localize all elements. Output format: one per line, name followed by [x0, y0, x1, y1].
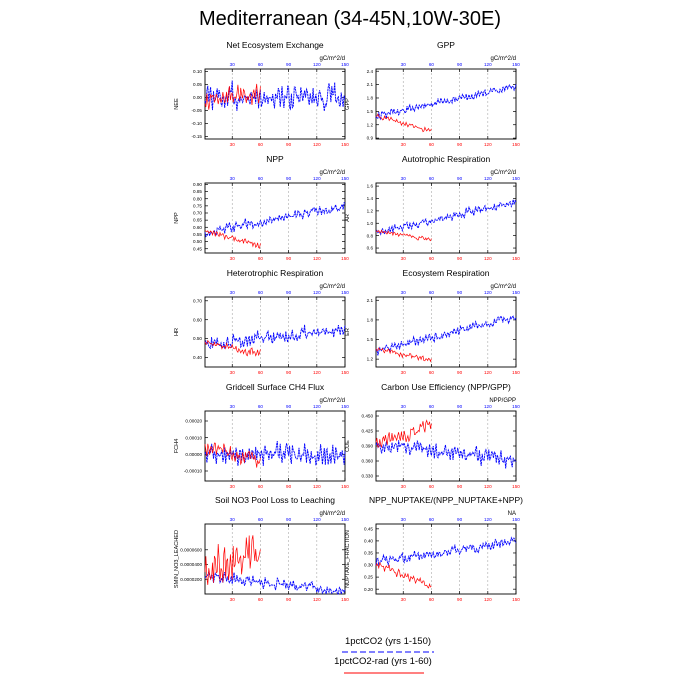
- panel-8-xtick-label-bottom: 120: [483, 484, 492, 489]
- panel-2-xtick-label-bottom: 60: [428, 142, 434, 147]
- panel-4-title: Autotrophic Respiration: [401, 154, 491, 164]
- panel-7-xtick-label-bottom: 60: [257, 484, 263, 489]
- panel-10-series-1pctco2-rad: [376, 563, 431, 589]
- panel-2-xtick-label-bottom: 120: [483, 142, 492, 147]
- panel-6-xtick-label-bottom: 120: [483, 370, 492, 375]
- panel-6-xtick-label-top: 60: [428, 290, 434, 295]
- panel-8-xtick-label-top: 30: [400, 404, 406, 409]
- panel-5-ytick-label: 0.70: [193, 298, 202, 304]
- panel-4-ylabel: AR: [345, 214, 351, 222]
- panel-8-units: NPP/GPP: [489, 398, 516, 404]
- panel-4-ytick-label: 1.6: [366, 183, 373, 189]
- panel-3-xtick-label-bottom: 30: [229, 256, 235, 261]
- panel-6-ytick-label: 1.5: [366, 337, 373, 343]
- panel-2-xtick-label-top: 120: [483, 62, 492, 67]
- panel-1-xtick-label-top: 150: [341, 62, 349, 67]
- panel-2-ytick-label: 1.5: [366, 108, 373, 114]
- panel-5-xtick-label-top: 120: [312, 290, 321, 295]
- panel-4-xtick-label-top: 120: [483, 176, 492, 181]
- panel-4-xtick-label-bottom: 60: [428, 256, 434, 261]
- panel-9-ytick-label: 0.0000600: [180, 547, 202, 553]
- panel-1-xtick-label-top: 30: [229, 62, 235, 67]
- panel-3-units: gC/m^2/d: [319, 170, 345, 176]
- panel-2-xtick-label-top: 60: [428, 62, 434, 67]
- panel-2-ytick-label: 0.9: [366, 135, 373, 141]
- panel-3-xtick-label-top: 150: [341, 176, 349, 181]
- panel-2-title: GPP: [437, 40, 455, 50]
- panel-10-series-1pctco2: [376, 538, 516, 566]
- panel-10-ytick-label: 0.40: [364, 538, 373, 544]
- panel-3-xtick-label-bottom: 150: [341, 256, 349, 261]
- panel-2-xtick-label-top: 150: [512, 62, 520, 67]
- panel-6-xtick-label-bottom: 90: [457, 370, 463, 375]
- panel-3-ytick-label: 0.70: [193, 210, 202, 216]
- panel-9-xtick-label-top: 60: [257, 517, 263, 522]
- panel-1-xtick-label-top: 90: [286, 62, 292, 67]
- panel-2-xtick-label-top: 90: [457, 62, 463, 67]
- panel-3-series-1pctco2: [205, 203, 345, 237]
- panel-1-ytick-label: 0.05: [193, 82, 202, 88]
- panel-9-ylabel: SMIN_NO3_LEACHED: [174, 529, 180, 589]
- panel-6-xtick-label-top: 150: [512, 290, 520, 295]
- panel-10-title: NPP_NUPTAKE/(NPP_NUPTAKE+NPP): [369, 495, 523, 505]
- panel-3-ytick-label: 0.45: [193, 246, 202, 252]
- panel-3-ytick-label: 0.85: [193, 189, 202, 195]
- panel-6-ytick-label: 1.8: [366, 317, 373, 323]
- panel-5-xtick-label-top: 150: [341, 290, 349, 295]
- panel-1-xtick-label-bottom: 30: [229, 142, 235, 147]
- panel-7-title: Gridcell Surface CH4 Flux: [225, 382, 325, 392]
- panel-8-xtick-label-bottom: 30: [400, 484, 406, 489]
- panel-10-units: NA: [507, 511, 516, 517]
- panel-8-xtick-label-bottom: 90: [457, 484, 463, 489]
- panel-1-xtick-label-bottom: 150: [341, 142, 349, 147]
- panel-3-ytick-label: 0.90: [193, 182, 202, 188]
- panel-1-xtick-label-bottom: 120: [312, 142, 321, 147]
- panel-2-ytick-label: 2.4: [366, 68, 373, 74]
- panel-1-xtick-label-bottom: 60: [257, 142, 263, 147]
- panel-2-ytick-label: 1.2: [366, 122, 373, 128]
- panel-5-xtick-label-top: 30: [229, 290, 235, 295]
- panel-3-title: NPP: [266, 154, 284, 164]
- panel-5-ytick-label: 0.60: [193, 317, 202, 323]
- panel-10-frame: [376, 524, 516, 594]
- panel-3-ytick-label: 0.80: [193, 196, 202, 202]
- panel-5-xtick-label-top: 60: [257, 290, 263, 295]
- panel-7-xtick-label-bottom: 30: [229, 484, 235, 489]
- panel-10-xtick-label-bottom: 90: [457, 597, 463, 602]
- panel-3-xtick-label-top: 90: [286, 176, 292, 181]
- panel-9-xtick-label-top: 150: [341, 517, 349, 522]
- panel-8-ytick-label: 0.390: [361, 443, 373, 449]
- panel-2-xtick-label-bottom: 90: [457, 142, 463, 147]
- panel-1-ytick-label: -0.05: [191, 108, 202, 114]
- panel-10-ylabel: NUPTAKE_FRACTION: [345, 530, 351, 588]
- panel-3-xtick-label-top: 120: [312, 176, 321, 181]
- panel-10-xtick-label-top: 120: [483, 517, 492, 522]
- panel-9-xtick-label-top: 120: [312, 517, 321, 522]
- panel-5-title: Heterotrophic Respiration: [226, 268, 324, 278]
- panel-8-xtick-label-top: 120: [483, 404, 492, 409]
- panel-7-xtick-label-bottom: 120: [312, 484, 321, 489]
- panel-5-xtick-label-bottom: 120: [312, 370, 321, 375]
- panel-1-ylabel: NEE: [174, 98, 180, 110]
- panel-2-frame: [376, 69, 516, 139]
- panel-6-units: gC/m^2/d: [490, 284, 516, 290]
- panel-3-xtick-label-bottom: 60: [257, 256, 263, 261]
- panel-4-xtick-label-bottom: 90: [457, 256, 463, 261]
- panel-10-ytick-label: 0.30: [364, 562, 373, 568]
- panel-5-xtick-label-bottom: 60: [257, 370, 263, 375]
- panel-7-xtick-label-bottom: 90: [286, 484, 292, 489]
- panel-2-xtick-label-bottom: 150: [512, 142, 520, 147]
- panel-7-units: gC/m^2/d: [319, 398, 345, 404]
- panel-6-title: Ecosystem Respiration: [402, 268, 490, 278]
- panel-3-xtick-label-top: 30: [229, 176, 235, 181]
- panel-7-frame: [205, 411, 345, 481]
- panel-2-series-1pctco2: [376, 84, 516, 119]
- panel-6-xtick-label-bottom: 30: [400, 370, 406, 375]
- panel-4-units: gC/m^2/d: [490, 170, 516, 176]
- panel-7-xtick-label-top: 90: [286, 404, 292, 409]
- panel-10-xtick-label-bottom: 150: [512, 597, 520, 602]
- panel-4-xtick-label-bottom: 150: [512, 256, 520, 261]
- panel-6-ytick-label: 1.2: [366, 356, 373, 362]
- panel-5-xtick-label-top: 90: [286, 290, 292, 295]
- panel-5-ytick-label: 0.50: [193, 336, 202, 342]
- panel-4-ytick-label: 1.4: [366, 196, 373, 202]
- panel-8-ytick-label: 0.425: [361, 428, 373, 434]
- panel-5-ylabel: HR: [174, 327, 180, 337]
- panel-1-series-1pctco2-rad: [205, 84, 260, 110]
- panel-9-xtick-label-bottom: 30: [229, 597, 235, 602]
- panel-7-ytick-label: -0.00010: [183, 468, 202, 474]
- panel-9-xtick-label-bottom: 60: [257, 597, 263, 602]
- panel-7-ytick-label: 0.00000: [185, 451, 202, 457]
- panel-4-xtick-label-top: 60: [428, 176, 434, 181]
- panel-8-ytick-label: 0.360: [361, 458, 373, 464]
- panel-7-xtick-label-top: 120: [312, 404, 321, 409]
- panel-8-xtick-label-bottom: 60: [428, 484, 434, 489]
- panel-1-ytick-label: -0.10: [191, 121, 202, 127]
- panel-10-ytick-label: 0.45: [364, 526, 373, 532]
- panel-7-ytick-label: 0.00010: [185, 435, 202, 441]
- panel-6-xtick-label-top: 120: [483, 290, 492, 295]
- panel-7-xtick-label-top: 30: [229, 404, 235, 409]
- panel-6-xtick-label-top: 30: [400, 290, 406, 295]
- panel-5-xtick-label-bottom: 150: [341, 370, 349, 375]
- panel-6-ylabel: ER: [345, 328, 351, 336]
- panel-3-xtick-label-top: 60: [257, 176, 263, 181]
- panel-9-units: gN/m^2/d: [319, 511, 345, 517]
- panel-2-units: gC/m^2/d: [490, 56, 516, 62]
- panel-4-xtick-label-top: 30: [400, 176, 406, 181]
- panel-2-ytick-label: 1.8: [366, 95, 373, 101]
- panel-1-title: Net Ecosystem Exchange: [226, 40, 324, 50]
- panel-4-ytick-label: 1.0: [366, 220, 373, 226]
- panel-8-xtick-label-bottom: 150: [512, 484, 520, 489]
- panel-1-xtick-label-top: 60: [257, 62, 263, 67]
- panel-4-xtick-label-top: 90: [457, 176, 463, 181]
- panel-1-ytick-label: -0.15: [191, 134, 202, 140]
- panel-9-title: Soil NO3 Pool Loss to Leaching: [214, 495, 336, 505]
- panel-5-units: gC/m^2/d: [319, 284, 345, 290]
- panel-10-xtick-label-bottom: 60: [428, 597, 434, 602]
- panel-9-ytick-label: 0.0000200: [180, 576, 202, 582]
- panel-8-series-1pctco2-rad: [376, 420, 431, 447]
- panel-5-xtick-label-bottom: 90: [286, 370, 292, 375]
- panel-10-xtick-label-top: 30: [400, 517, 406, 522]
- figure-title: Mediterranean (34-45N,10W-30E): [198, 8, 501, 30]
- panel-10-ytick-label: 0.25: [364, 574, 373, 580]
- panel-9-xtick-label-bottom: 150: [341, 597, 349, 602]
- panel-9-series-1pctco2-rad: [205, 535, 260, 585]
- panel-6-xtick-label-top: 90: [457, 290, 463, 295]
- panel-8-series-1pctco2: [376, 440, 516, 468]
- panel-8-xtick-label-top: 90: [457, 404, 463, 409]
- panel-2-series-1pctco2-rad: [376, 114, 431, 132]
- panel-10-xtick-label-bottom: 30: [400, 597, 406, 602]
- panel-3-ytick-label: 0.65: [193, 217, 202, 223]
- panel-3-ytick-label: 0.50: [193, 239, 202, 245]
- panel-4-series-1pctco2: [376, 200, 516, 235]
- panel-5-ytick-label: 0.40: [193, 355, 202, 361]
- panel-4-xtick-label-top: 150: [512, 176, 520, 181]
- panel-2-xtick-label-bottom: 30: [400, 142, 406, 147]
- panel-6-frame: [376, 297, 516, 367]
- panel-9-ytick-label: 0.0000400: [180, 562, 202, 568]
- panel-4-series-1pctco2-rad: [376, 230, 431, 240]
- panel-6-xtick-label-bottom: 60: [428, 370, 434, 375]
- panel-1-units: gC/m^2/d: [319, 56, 345, 62]
- panel-7-xtick-label-top: 150: [341, 404, 349, 409]
- panel-2-xtick-label-top: 30: [400, 62, 406, 67]
- panel-3-xtick-label-bottom: 120: [312, 256, 321, 261]
- panel-8-xtick-label-top: 150: [512, 404, 520, 409]
- panel-9-frame: [205, 524, 345, 594]
- panel-2-ylabel: GPP: [345, 98, 351, 110]
- panel-4-ytick-label: 0.6: [366, 245, 373, 251]
- panel-3-ytick-label: 0.75: [193, 203, 202, 209]
- panel-1-ytick-label: 0.00: [193, 95, 202, 101]
- panel-7-series-1pctco2: [205, 441, 345, 466]
- panel-2-ytick-label: 2.1: [366, 82, 373, 88]
- panel-8-title: Carbon Use Efficiency (NPP/GPP): [381, 382, 511, 392]
- panel-3-ytick-label: 0.55: [193, 232, 202, 238]
- panel-9-xtick-label-top: 90: [286, 517, 292, 522]
- panel-9-xtick-label-bottom: 120: [312, 597, 321, 602]
- panel-8-ytick-label: 0.450: [361, 413, 373, 419]
- panel-6-series-1pctco2-rad: [376, 348, 431, 361]
- panel-8-xtick-label-top: 60: [428, 404, 434, 409]
- panel-6-xtick-label-bottom: 150: [512, 370, 520, 375]
- panel-3-ylabel: NPP: [174, 212, 180, 224]
- panel-8-ylabel: CUE: [345, 440, 351, 452]
- panel-10-xtick-label-bottom: 120: [483, 597, 492, 602]
- panel-10-ytick-label: 0.20: [364, 586, 373, 592]
- panel-4-xtick-label-bottom: 30: [400, 256, 406, 261]
- panel-5-xtick-label-bottom: 30: [229, 370, 235, 375]
- panel-6-ytick-label: 2.1: [366, 297, 373, 303]
- panel-10-xtick-label-top: 90: [457, 517, 463, 522]
- panel-4-ytick-label: 1.2: [366, 208, 373, 214]
- panel-6-series-1pctco2: [376, 316, 516, 355]
- panel-7-ytick-label: 0.00020: [185, 418, 202, 424]
- panel-3-ytick-label: 0.60: [193, 224, 202, 230]
- panel-9-xtick-label-bottom: 90: [286, 597, 292, 602]
- panel-10-xtick-label-top: 60: [428, 517, 434, 522]
- panel-9-xtick-label-top: 30: [229, 517, 235, 522]
- panel-4-xtick-label-bottom: 120: [483, 256, 492, 261]
- panel-7-xtick-label-top: 60: [257, 404, 263, 409]
- panel-7-xtick-label-bottom: 150: [341, 484, 349, 489]
- legend-label-1pctco2-rad: 1pctCO2-rad (yrs 1-60): [334, 656, 432, 667]
- panel-1-ytick-label: 0.10: [193, 69, 202, 75]
- panel-3-xtick-label-bottom: 90: [286, 256, 292, 261]
- panel-1-xtick-label-top: 120: [312, 62, 321, 67]
- panel-1-xtick-label-bottom: 90: [286, 142, 292, 147]
- panel-10-ytick-label: 0.35: [364, 550, 373, 556]
- panel-4-ytick-label: 0.8: [366, 233, 373, 239]
- panel-10-xtick-label-top: 150: [512, 517, 520, 522]
- panel-8-ytick-label: 0.330: [361, 473, 373, 479]
- legend-label-1pctco2: 1pctCO2 (yrs 1-150): [344, 636, 432, 647]
- panel-7-ylabel: FCH4: [174, 438, 180, 454]
